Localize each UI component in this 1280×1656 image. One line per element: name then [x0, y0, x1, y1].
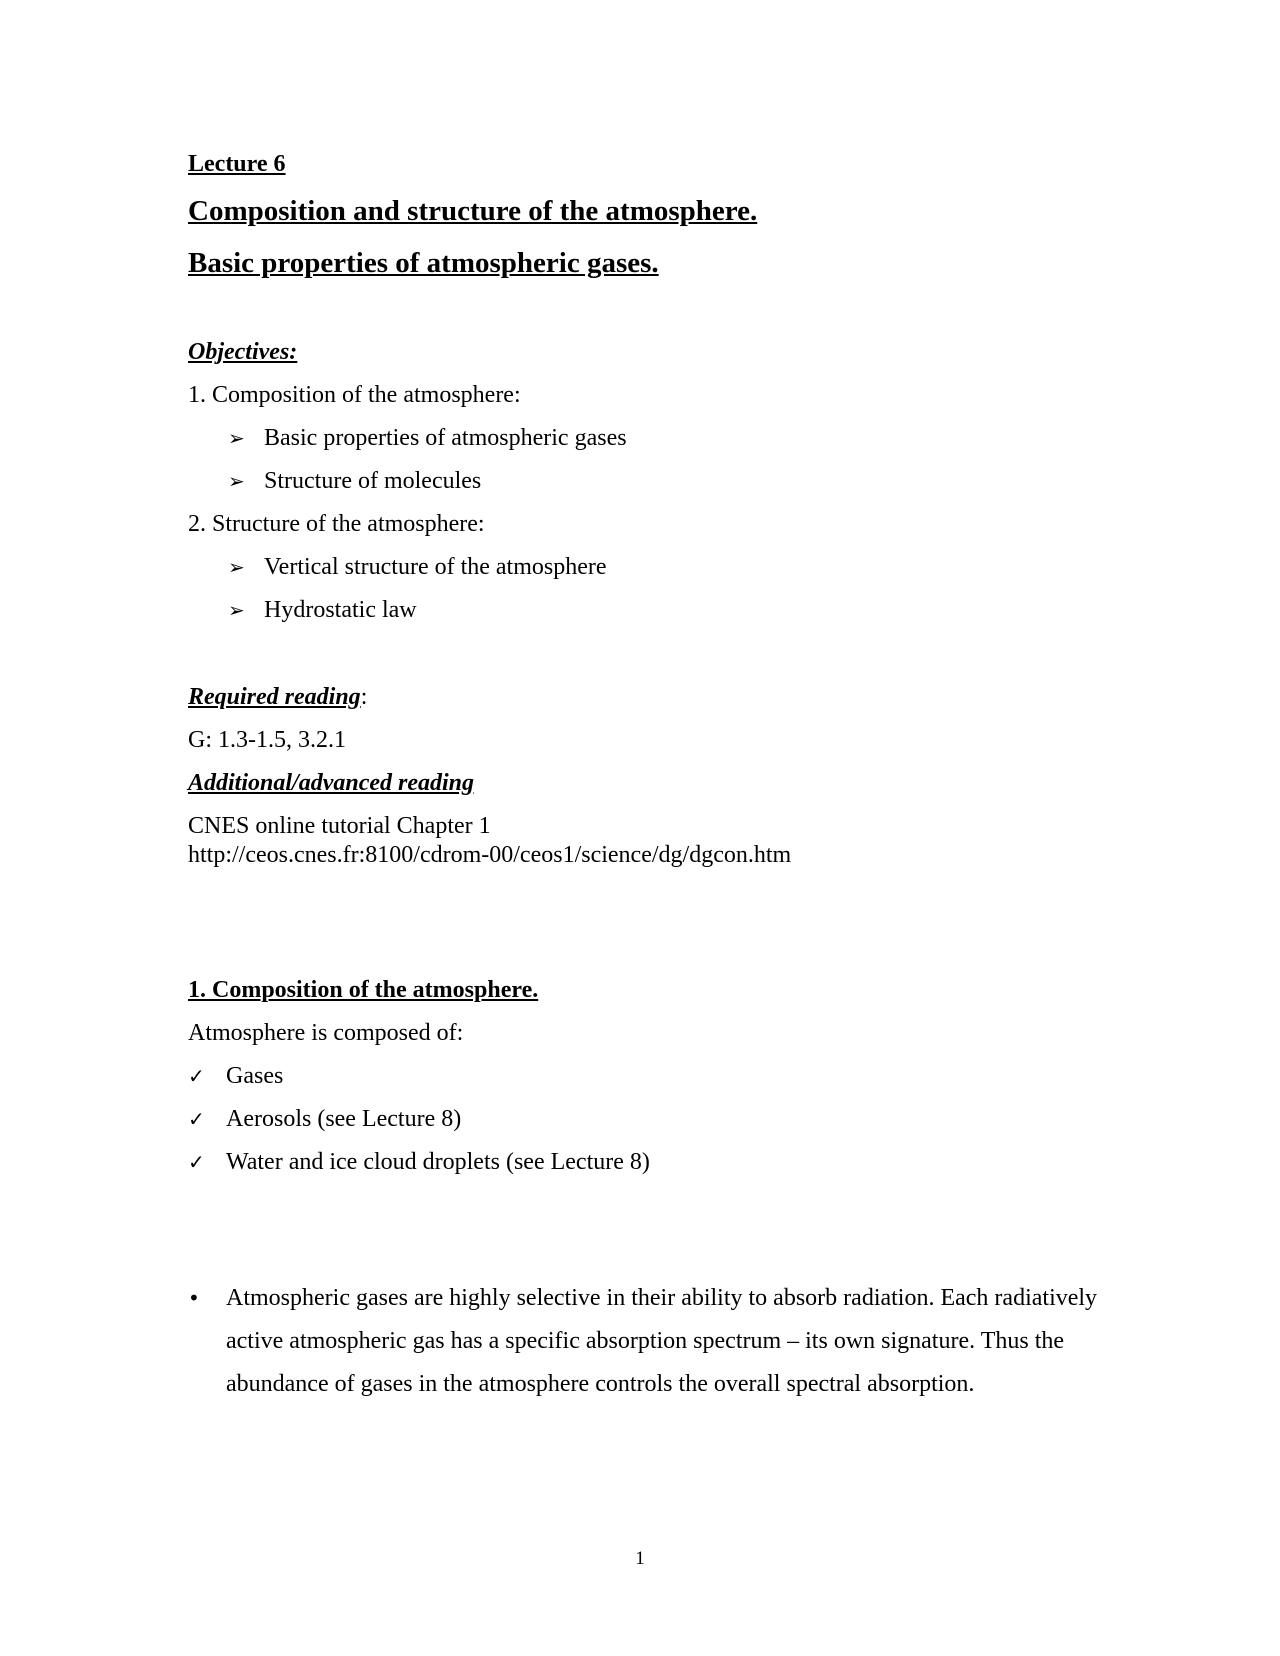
checkmark-icon: ✓	[188, 1064, 205, 1088]
arrow-bullet-icon: ➢	[228, 426, 245, 450]
list-item	[228, 553, 607, 581]
required-reading-value: G: 1.3-1.5, 3.2.1	[188, 727, 346, 753]
arrow-bullet-icon: ➢	[228, 598, 245, 622]
list-item	[188, 1148, 650, 1176]
objectives-heading	[188, 338, 297, 366]
bullet-paragraph	[188, 1277, 1108, 1406]
required-reading-colon: :	[360, 684, 368, 710]
page-number: 1	[635, 1548, 645, 1569]
additional-reading-url: http://ceos.cnes.fr:8100/cdrom-00/ceos1/science/dg/dgcon.htm	[188, 842, 792, 868]
list-item	[188, 1062, 283, 1090]
list-item	[188, 1105, 461, 1133]
paragraph-text: Atmospheric gases are highly selective in their ability to absorb radiation. Each radiatively active atmospheric gas has a specific absorption spectrum – its own signature. Thus the abundance of gases in the atmosphere controls the overall spectral absorption.	[226, 1285, 1098, 1397]
section-intro: Atmosphere is composed of:	[188, 1020, 464, 1046]
lecture-label: Lecture 6	[188, 151, 286, 177]
additional-reading-label: Additional/advanced reading	[188, 770, 475, 796]
list-item-text: Water and ice cloud droplets (see Lecture 8)	[226, 1149, 650, 1175]
additional-reading-heading	[188, 769, 474, 797]
arrow-bullet-icon: ➢	[228, 555, 245, 579]
list-item-text: Vertical structure of the atmosphere	[264, 554, 607, 580]
list-item-text: Gases	[226, 1063, 284, 1089]
additional-reading-title: CNES online tutorial Chapter 1	[188, 813, 491, 839]
page-title-line-1: Composition and structure of the atmosphere.	[188, 195, 758, 227]
page-title-line-2: Basic properties of atmospheric gases.	[188, 247, 659, 279]
bullet-icon: •	[188, 1286, 200, 1310]
objective-item-2: 2. Structure of the atmosphere:	[188, 511, 485, 537]
checkmark-icon: ✓	[188, 1107, 205, 1131]
list-item-text: Aerosols (see Lecture 8)	[226, 1106, 462, 1132]
list-item	[228, 424, 627, 452]
list-item-text: Basic properties of atmospheric gases	[264, 425, 627, 451]
objective-item-1: 1. Composition of the atmosphere:	[188, 382, 521, 408]
arrow-bullet-icon: ➢	[228, 469, 245, 493]
list-item	[228, 596, 417, 624]
list-item-text: Hydrostatic law	[264, 597, 417, 623]
checkmark-icon: ✓	[188, 1150, 205, 1174]
list-item	[228, 467, 481, 495]
section-heading: 1. Composition of the atmosphere.	[188, 977, 539, 1003]
list-item-text: Structure of molecules	[264, 468, 482, 494]
objectives-label: Objectives:	[188, 339, 298, 365]
required-reading-heading	[188, 683, 367, 711]
required-reading-label: Required reading	[188, 684, 361, 710]
